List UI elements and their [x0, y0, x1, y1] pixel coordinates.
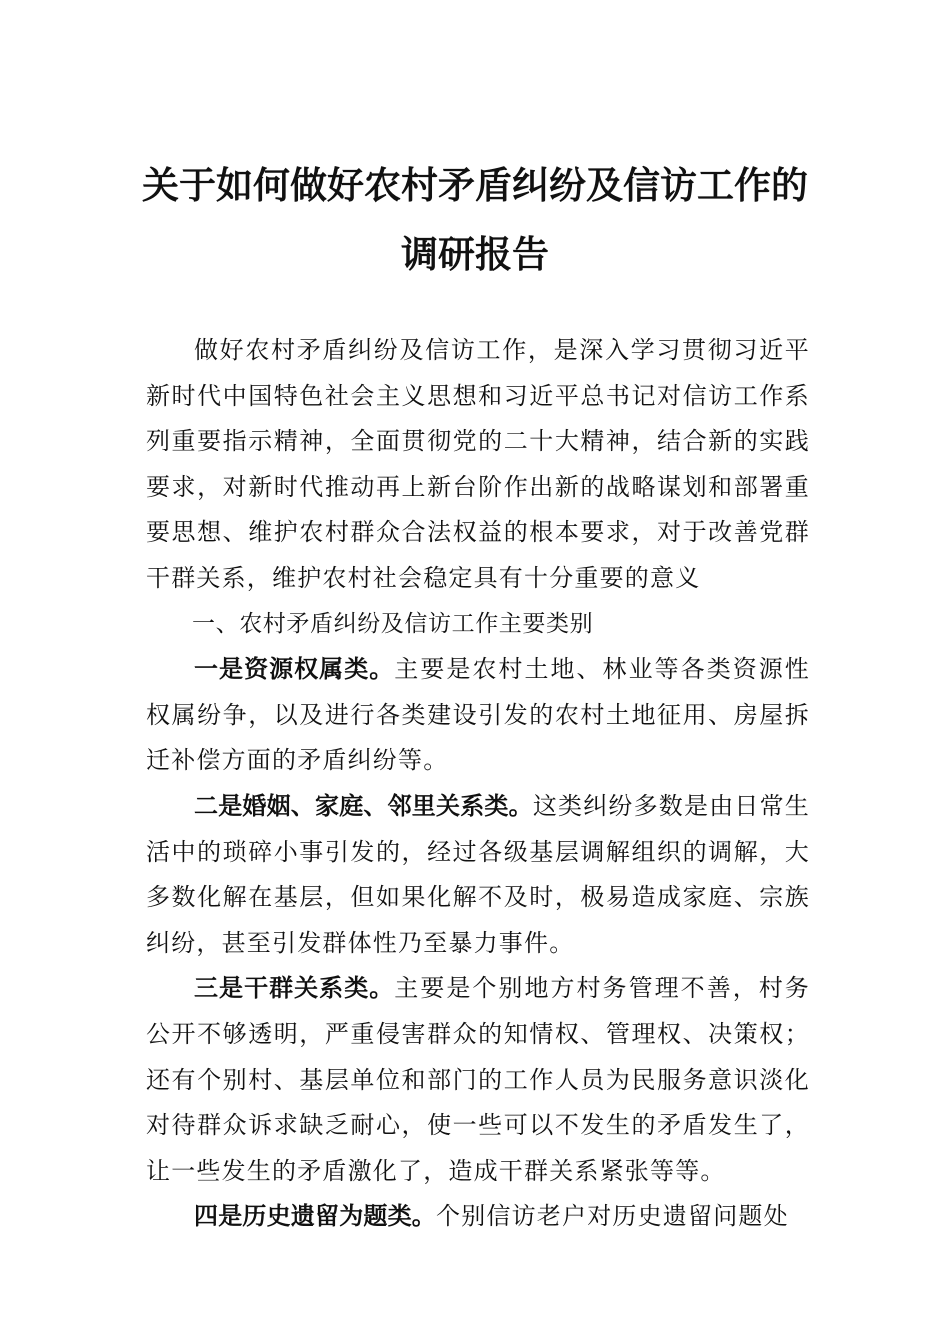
document-title-line-1: 关于如何做好农村矛盾纠纷及信访工作的 — [142, 163, 808, 207]
category-item-3 — [146, 966, 810, 1194]
category-lead-1: 一是资源权属类。 — [194, 655, 395, 684]
document-title-line-2: 调研报告 — [401, 232, 549, 276]
category-lead-4: 四是历史遗留为题类。 — [194, 1202, 436, 1231]
category-text-1: 主要是农村土地、林业等各类资源性权属纷争，以及进行各类建设引发的农村土地征用、房屋拆迁补偿方面的矛盾纠纷等。 — [146, 655, 810, 775]
category-lead-2: 二是婚姻、家庭、邻里关系类。 — [194, 791, 533, 820]
category-item-4 — [146, 1194, 810, 1240]
category-lead-3: 三是干群关系类。 — [194, 974, 395, 1003]
category-item-1 — [146, 647, 810, 784]
category-item-2 — [146, 784, 810, 966]
section-heading: 一、农村矛盾纠纷及信访工作主要类别 — [192, 610, 594, 637]
category-text-4: 个别信访老户对历史遗留问题处 — [436, 1202, 789, 1231]
category-text-3: 主要是个别地方村务管理不善，村务公开不够透明，严重侵害群众的知情权、管理权、决策权；还有个别村、基层单位和部门的工作人员为民服务意识淡化对待群众诉求缺乏耐心，使一些可以不发生的矛盾发生了，让一些发生的矛盾激化了，造成干群关系紧张等等。 — [146, 974, 810, 1185]
document-body — [146, 328, 810, 1240]
category-text-2: 这类纠纷多数是由日常生活中的琐碎小事引发的，经过各级基层调解组织的调解，大多数化解在基层，但如果化解不及时，极易造成家庭、宗族纠纷，甚至引发群体性乃至暴力事件。 — [146, 791, 811, 957]
intro-paragraph: 做好农村矛盾纠纷及信访工作，是深入学习贯彻习近平新时代中国特色社会主义思想和习近平总书记对信访工作系列重要指示精神，全面贯彻党的二十大精神，结合新的实践要求，对新时代推动再上新台阶作出新的战略谋划和部署重要思想、维护农村群众合法权益的根本要求，对于改善党群干群关系，维护农村社会稳定具有十分重要的意义 — [146, 336, 810, 592]
